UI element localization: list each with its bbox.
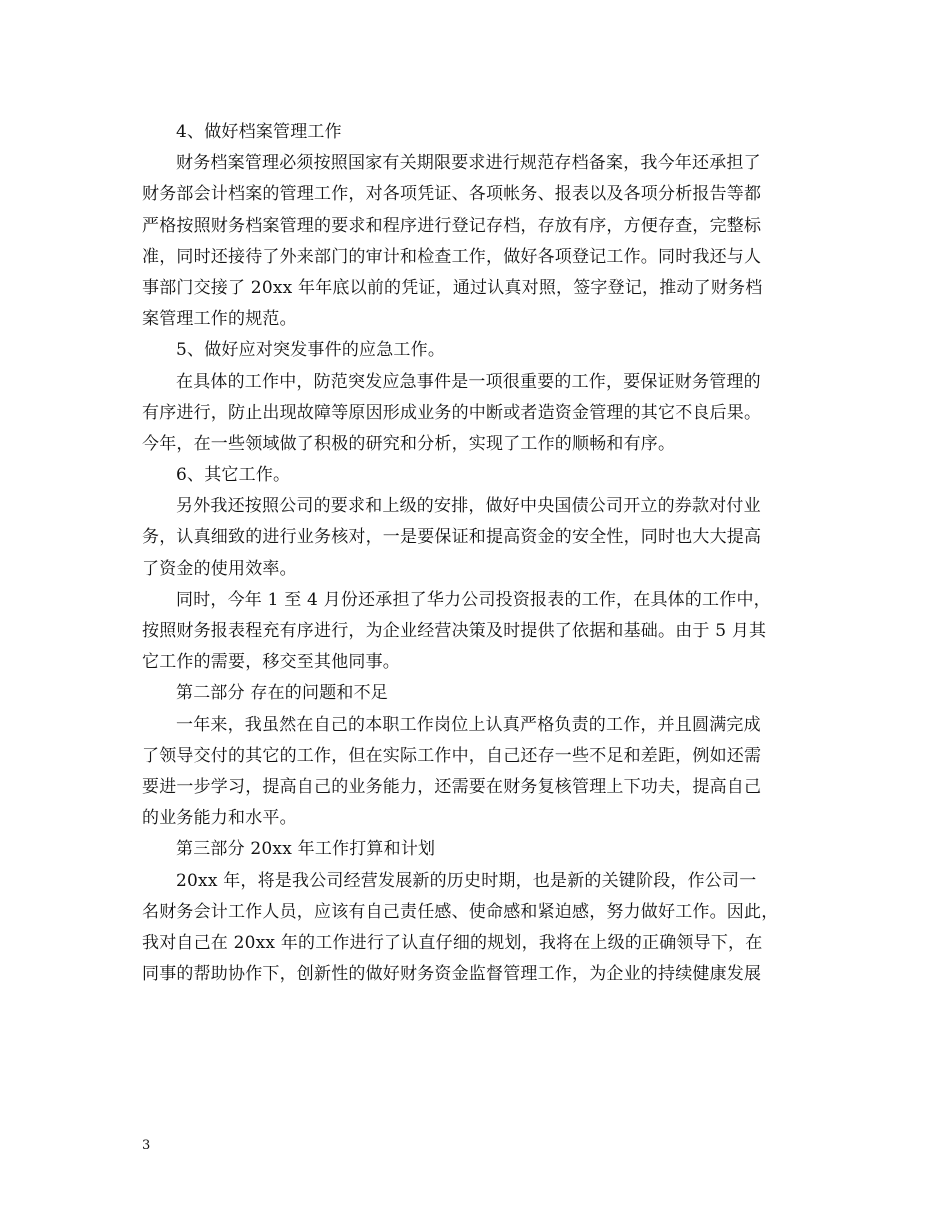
paragraph-line: 按照财务报表程充有序进行，为企业经营决策及时提供了依据和基础。由于 5 月其 — [142, 621, 767, 641]
section-heading-part-two: 第二部分 存在的问题和不足 — [176, 683, 389, 704]
paragraph-line: 它工作的需要，移交至其他同事。 — [142, 652, 400, 673]
section-heading-emergency-work: 5、做好应对突发事件的应急工作。 — [176, 340, 446, 361]
paragraph-line: 务，认真细致的进行业务核对，一是要保证和提高资金的安全性，同时也大大提高 — [142, 527, 762, 548]
paragraph-line: 有序进行，防止出现故障等原因形成业务的中断或者造资金管理的其它不良后果。 — [142, 402, 762, 423]
paragraph-line: 财务档案管理必须按照国家有关期限要求进行规范存档备案，我今年还承担了 — [176, 153, 761, 174]
paragraph-line: 案管理工作的规范。 — [142, 309, 297, 330]
document-body — [142, 117, 814, 990]
paragraph-line: 在具体的工作中，防范突发应急事件是一项很重要的工作，要保证财务管理的 — [176, 371, 761, 392]
section-heading-part-three: 第三部分 20xx 年工作打算和计划 — [176, 839, 436, 860]
paragraph-line: 财务部会计档案的管理工作，对各项凭证、各项帐务、报表以及各项分析报告等都 — [142, 184, 762, 205]
section-heading-archive-management: 4、做好档案管理工作 — [176, 122, 342, 142]
paragraph-line: 一年来，我虽然在自己的本职工作岗位上认真严格负责的工作，并且圆满完成 — [176, 714, 761, 735]
paragraph-line: 同时，今年 1 至 4 月份还承担了华力公司投资报表的工作，在具体的工作中， — [176, 589, 771, 610]
page-number: 3 — [142, 1138, 151, 1153]
paragraph-line: 名财务会计工作人员，应该有自己责任感、使命感和紧迫感，努力做好工作。因此， — [142, 901, 779, 922]
paragraph-line: 另外我还按照公司的要求和上级的安排，做好中央国债公司开立的券款对付业 — [176, 496, 761, 517]
paragraph-line: 今年，在一些领域做了积极的研究和分析，实现了工作的顺畅和有序。 — [142, 433, 676, 454]
paragraph-line: 的业务能力和水平。 — [142, 808, 297, 829]
paragraph-line: 准，同时还接待了外来部门的审计和检查工作，做好各项登记工作。同时我还与人 — [142, 246, 762, 267]
paragraph-line: 严格按照财务档案管理的要求和程序进行登记存档，存放有序，方便存查，完整标 — [142, 215, 762, 236]
paragraph-line: 我对自己在 20xx 年的工作进行了认直仔细的规划，我将在上级的正确领导下，在 — [142, 932, 763, 953]
paragraph-line: 要进一步学习，提高自己的业务能力，还需要在财务复核管理上下功夫，提高自己 — [142, 776, 762, 797]
paragraph-line: 了领导交付的其它的工作，但在实际工作中，自己还存一些不足和差距，例如还需 — [142, 745, 762, 766]
paragraph-line: 了资金的使用效率。 — [142, 558, 297, 579]
paragraph-line: 事部门交接了 20xx 年年底以前的凭证，通过认真对照，签字登记，推动了财务档 — [142, 277, 763, 298]
paragraph-line: 同事的帮助协作下，创新性的做好财务资金监督管理工作，为企业的持续健康发展 — [142, 964, 762, 985]
paragraph-line: 20xx 年，将是我公司经营发展新的历史时期，也是新的关键阶段，作公司一 — [176, 870, 757, 891]
section-heading-other-work: 6、其它工作。 — [176, 465, 291, 486]
